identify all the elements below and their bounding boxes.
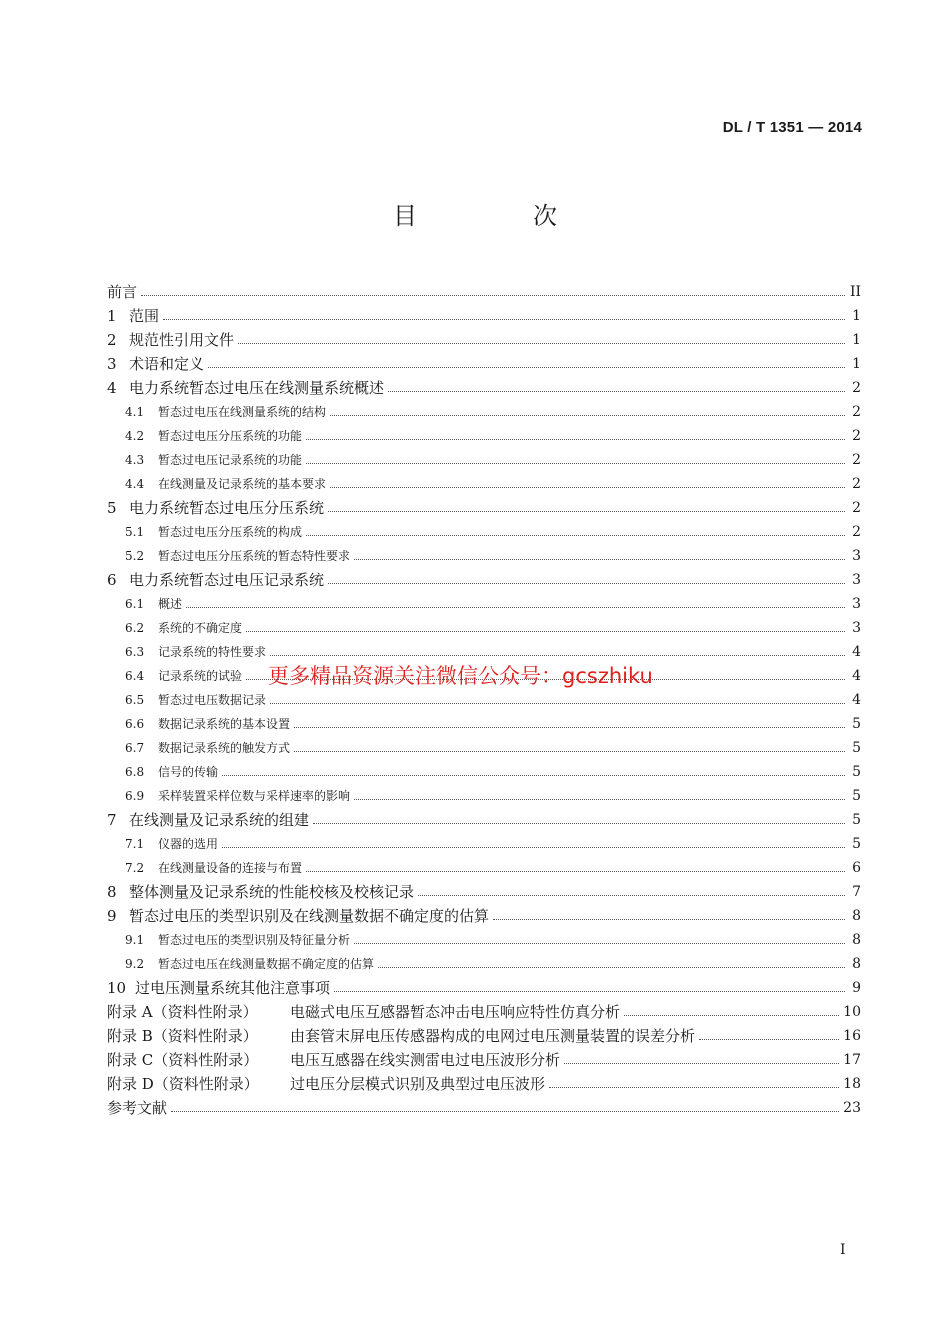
- toc-page: 16: [843, 1028, 861, 1044]
- toc-number: 7: [107, 811, 117, 829]
- leader-dots: [246, 631, 845, 632]
- toc-page: 6: [852, 860, 861, 876]
- toc-page: 23: [843, 1100, 861, 1116]
- toc-page: II: [849, 284, 861, 300]
- page-title: 目 次: [393, 202, 603, 230]
- toc-number: 9.1: [125, 933, 145, 947]
- toc-label: 电力系统暂态过电压记录系统: [129, 571, 325, 589]
- leader-dots: [313, 823, 845, 824]
- toc-label: 信号的传输: [158, 765, 219, 779]
- toc-entry-5-1[interactable]: [107, 516, 861, 540]
- toc-label: 暂态过电压的类型识别及特征量分析: [158, 933, 351, 947]
- toc-number: 4.2: [125, 429, 145, 443]
- toc-number: 6.4: [125, 669, 145, 683]
- toc-page: 4: [852, 668, 861, 684]
- toc-entry-appendix-b[interactable]: [107, 1020, 861, 1044]
- leader-dots: [699, 1039, 839, 1040]
- leader-dots: [222, 847, 845, 848]
- leader-dots: [171, 1111, 839, 1112]
- toc-page: 1: [852, 356, 861, 372]
- leader-dots: [270, 655, 845, 656]
- toc-label: 采样装置采样位数与采样速率的影响: [158, 789, 351, 803]
- toc-label: 电磁式电压互感器暂态冲击电压响应特性仿真分析: [290, 1003, 621, 1021]
- toc-page: 5: [852, 740, 861, 756]
- leader-dots: [418, 895, 845, 896]
- toc-label: 暂态过电压分压系统的功能: [158, 429, 303, 443]
- toc-entry-4-2[interactable]: [107, 420, 861, 444]
- page-number: I: [840, 1242, 846, 1258]
- toc-label: 记录系统的试验: [158, 669, 243, 683]
- toc-entry-6-7[interactable]: [107, 732, 861, 756]
- leader-dots: [328, 511, 845, 512]
- toc-label: 电压互感器在线实测雷电过电压波形分析: [290, 1051, 561, 1069]
- toc-page: 18: [843, 1076, 861, 1092]
- toc-entry-9-1[interactable]: [107, 924, 861, 948]
- toc-page: 5: [852, 764, 861, 780]
- toc-page: 7: [852, 884, 861, 900]
- toc-number: 10: [107, 979, 127, 997]
- toc-page: 10: [843, 1004, 861, 1020]
- leader-dots: [306, 463, 845, 464]
- toc-label: 仪器的选用: [158, 837, 219, 851]
- toc-label: 在线测量及记录系统的基本要求: [158, 477, 327, 491]
- toc-entry-4-4[interactable]: [107, 468, 861, 492]
- leader-dots: [163, 319, 845, 320]
- leader-dots: [222, 775, 845, 776]
- toc-page: 2: [852, 524, 861, 540]
- toc-label: 由套管末屏电压传感器构成的电网过电压测量装置的误差分析: [290, 1027, 696, 1045]
- leader-dots: [238, 343, 845, 344]
- toc-page: 2: [852, 428, 861, 444]
- toc-entry-6-3[interactable]: [107, 636, 861, 660]
- toc-number: 6: [107, 571, 117, 589]
- leader-dots: [330, 487, 845, 488]
- toc-page: 3: [852, 596, 861, 612]
- toc-number: 6.1: [125, 597, 145, 611]
- toc-number: 2: [107, 331, 117, 349]
- toc-page: 2: [852, 452, 861, 468]
- toc-label: 范围: [129, 307, 160, 325]
- toc-label: 暂态过电压在线测量系统的结构: [158, 405, 327, 419]
- toc-number: 6.6: [125, 717, 145, 731]
- toc-number: 4.4: [125, 477, 145, 491]
- toc-page: 2: [852, 500, 861, 516]
- toc-label: 规范性引用文件: [129, 331, 235, 349]
- leader-dots: [330, 415, 845, 416]
- leader-dots: [493, 919, 845, 920]
- toc-label: 数据记录系统的基本设置: [158, 717, 291, 731]
- toc-label: 暂态过电压的类型识别及在线测量数据不确定度的估算: [129, 907, 490, 925]
- toc-entry-3[interactable]: [107, 348, 861, 372]
- toc-entry-6-2[interactable]: [107, 612, 861, 636]
- toc-entry-appendix-c[interactable]: [107, 1044, 861, 1068]
- toc-label: 过电压分层模式识别及典型过电压波形: [290, 1075, 546, 1093]
- toc-label: 暂态过电压在线测量数据不确定度的估算: [158, 957, 375, 971]
- toc-entry-2[interactable]: [107, 324, 861, 348]
- standard-code: DL / T 1351 — 2014: [722, 119, 862, 136]
- toc-label: 整体测量及记录系统的性能校核及校核记录: [129, 883, 415, 901]
- toc-label: 暂态过电压记录系统的功能: [158, 453, 303, 467]
- leader-dots: [354, 559, 845, 560]
- toc-label: 暂态过电压数据记录: [158, 693, 267, 707]
- toc-label: 记录系统的特性要求: [158, 645, 267, 659]
- toc-number: 附录 C（资料性附录）: [107, 1051, 259, 1069]
- toc-label: 暂态过电压分压系统的构成: [158, 525, 303, 539]
- toc-number: 9: [107, 907, 117, 925]
- toc-entry-6-1[interactable]: [107, 588, 861, 612]
- toc-page: 5: [852, 812, 861, 828]
- watermark-text: 更多精品资源关注微信公众号：gcszhiku: [268, 664, 653, 688]
- leader-dots: [306, 871, 845, 872]
- toc-page: 8: [852, 932, 861, 948]
- toc-entry-4-3[interactable]: [107, 444, 861, 468]
- toc-number: 附录 A（资料性附录）: [107, 1003, 258, 1021]
- leader-dots: [294, 727, 845, 728]
- toc-page: 3: [852, 572, 861, 588]
- toc-page: 1: [852, 308, 861, 324]
- leader-dots: [354, 799, 845, 800]
- toc-entry-6-6[interactable]: [107, 708, 861, 732]
- toc-label: 前言: [107, 283, 138, 301]
- toc-entry-1[interactable]: [107, 300, 861, 324]
- toc-page: 9: [852, 980, 861, 996]
- leader-dots: [208, 367, 845, 368]
- toc-entry-4-1[interactable]: [107, 396, 861, 420]
- toc-entry-9-2[interactable]: [107, 948, 861, 972]
- toc-entry-5[interactable]: [107, 492, 861, 516]
- toc-number: 6.7: [125, 741, 145, 755]
- toc-number: 7.2: [125, 861, 145, 875]
- toc-number: 4.1: [125, 405, 145, 419]
- leader-dots: [354, 943, 845, 944]
- toc-entry-appendix-a[interactable]: [107, 996, 861, 1020]
- toc-entry-10[interactable]: [107, 972, 861, 996]
- leader-dots: [141, 295, 845, 296]
- toc-number: 5.2: [125, 549, 145, 563]
- toc-label: 概述: [158, 597, 183, 611]
- toc-entry-7-2[interactable]: [107, 852, 861, 876]
- toc-number: 5: [107, 499, 117, 517]
- toc-number: 附录 B（资料性附录）: [107, 1027, 258, 1045]
- toc-number: 6.8: [125, 765, 145, 779]
- toc-page: 3: [852, 548, 861, 564]
- leader-dots: [334, 991, 845, 992]
- leader-dots: [270, 703, 845, 704]
- toc-entry-foreword[interactable]: [107, 276, 861, 300]
- toc-page: 3: [852, 620, 861, 636]
- toc-page: 2: [852, 404, 861, 420]
- toc-label: 暂态过电压分压系统的暂态特性要求: [158, 549, 351, 563]
- toc-entry-references[interactable]: [107, 1092, 861, 1116]
- leader-dots: [378, 967, 845, 968]
- toc-number: 9.2: [125, 957, 145, 971]
- toc-entry-6-8[interactable]: [107, 756, 861, 780]
- toc-label: 系统的不确定度: [158, 621, 243, 635]
- toc-number: 附录 D（资料性附录）: [107, 1075, 259, 1093]
- toc-page: 17: [843, 1052, 861, 1068]
- table-of-contents: [107, 276, 861, 1116]
- toc-label: 过电压测量系统其他注意事项: [135, 979, 331, 997]
- toc-page: 5: [852, 836, 861, 852]
- leader-dots: [328, 583, 845, 584]
- toc-entry-appendix-d[interactable]: [107, 1068, 861, 1092]
- toc-page: 2: [852, 380, 861, 396]
- toc-number: 1: [107, 307, 117, 325]
- toc-label: 在线测量设备的连接与布置: [158, 861, 303, 875]
- toc-number: 6.2: [125, 621, 145, 635]
- leader-dots: [624, 1015, 839, 1016]
- toc-number: 8: [107, 883, 117, 901]
- toc-entry-8[interactable]: [107, 876, 861, 900]
- leader-dots: [186, 607, 845, 608]
- toc-label: 在线测量及记录系统的组建: [129, 811, 310, 829]
- leader-dots: [306, 439, 845, 440]
- leader-dots: [549, 1087, 839, 1088]
- toc-label: 数据记录系统的触发方式: [158, 741, 291, 755]
- toc-entry-9[interactable]: [107, 900, 861, 924]
- toc-number: 6.9: [125, 789, 145, 803]
- toc-label: 电力系统暂态过电压分压系统: [129, 499, 325, 517]
- leader-dots: [294, 751, 845, 752]
- toc-page: 2: [852, 476, 861, 492]
- toc-number: 3: [107, 355, 117, 373]
- toc-label: 电力系统暂态过电压在线测量系统概述: [129, 379, 385, 397]
- leader-dots: [564, 1063, 839, 1064]
- toc-number: 7.1: [125, 837, 145, 851]
- toc-entry-7[interactable]: [107, 804, 861, 828]
- toc-page: 1: [852, 332, 861, 348]
- toc-page: 5: [852, 716, 861, 732]
- toc-page: 8: [852, 956, 861, 972]
- toc-page: 5: [852, 788, 861, 804]
- toc-number: 4: [107, 379, 117, 397]
- toc-entry-6-9[interactable]: [107, 780, 861, 804]
- toc-number: 6.3: [125, 645, 145, 659]
- toc-entry-7-1[interactable]: [107, 828, 861, 852]
- leader-dots: [306, 535, 845, 536]
- toc-page: 8: [852, 908, 861, 924]
- toc-entry-5-2[interactable]: [107, 540, 861, 564]
- toc-entry-4[interactable]: [107, 372, 861, 396]
- toc-number: 5.1: [125, 525, 145, 539]
- toc-page: 4: [852, 692, 861, 708]
- toc-number: 4.3: [125, 453, 145, 467]
- toc-label: 参考文献: [107, 1099, 168, 1117]
- leader-dots: [388, 391, 845, 392]
- toc-entry-6[interactable]: [107, 564, 861, 588]
- toc-page: 4: [852, 644, 861, 660]
- toc-number: 6.5: [125, 693, 145, 707]
- toc-label: 术语和定义: [129, 355, 205, 373]
